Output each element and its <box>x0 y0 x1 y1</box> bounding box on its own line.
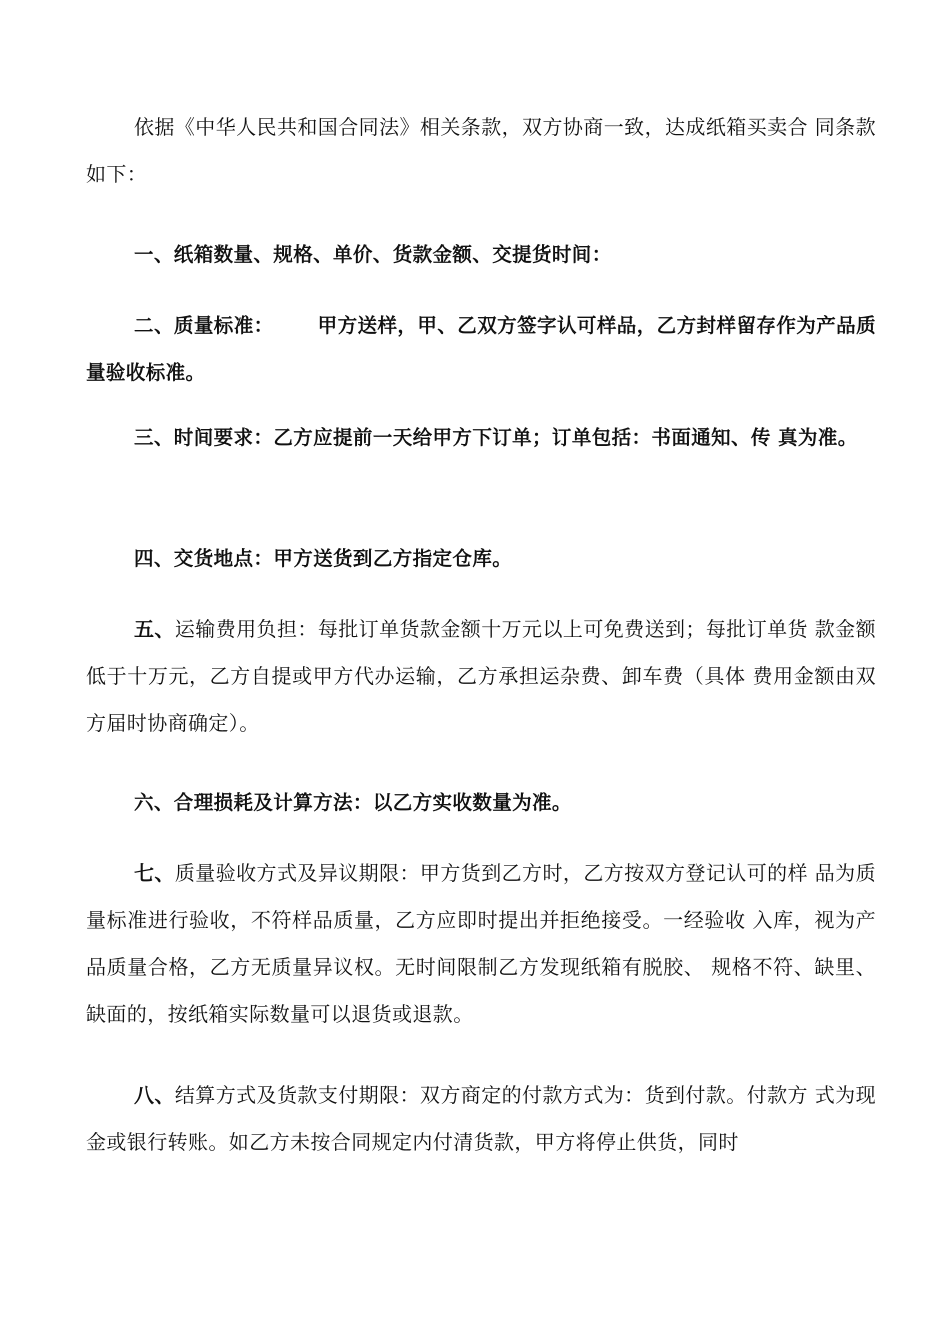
clause-5-body: 运输费用负担：每批订单货款金额十万元以上可免费送到；每批订单货 款金额低于十万元，乙方自提或甲方代办运输，乙方承担运杂费、卸车费（具体 费用金额由双方届时协商确定）。 <box>86 617 876 735</box>
clause-7 <box>86 850 876 1038</box>
clause-3-body: 乙方应提前一天给甲方下订单；订单包括：书面通知、传 真为准。 <box>273 426 858 449</box>
clause-6-heading: 六、合理损耗及计算方法： <box>134 791 373 814</box>
clause-3-heading: 三、时间要求： <box>134 426 274 449</box>
clause-6-body: 以乙方实收数量为准。 <box>372 791 572 814</box>
clause-1-heading: 一、纸箱数量、规格、单价、货款金额、交提货时间： <box>134 243 612 266</box>
clause-2-body: 甲方送样，甲、乙双方签字认可样品，乙方封样留存作为产品质量验收标准。 <box>86 314 876 384</box>
clause-7-body: 质量验收方式及异议期限：甲方货到乙方时，乙方按双方登记认可的样 品为质量标准进行验收，不符样品质量，乙方应即时提出并拒绝接受。一经验收 入库，视为产品质量合格，乙方无质量异议权。无时间限制乙方发现纸箱有脱胶、 规格不符、缺里、缺面的，按纸箱实际数量可以退货或退款。 <box>86 861 876 1026</box>
clause-4 <box>86 535 876 582</box>
clause-5 <box>86 606 876 747</box>
contract-intro: 依据《中华人民共和国合同法》相关条款，双方协商一致，达成纸箱买卖合 同条款如下： <box>86 115 876 186</box>
clause-1 <box>86 231 876 278</box>
clause-8-body: 结算方式及货款支付期限：双方商定的付款方式为：货到付款。付款方 式为现金或银行转账。如乙方未按合同规定内付清货款，甲方将停止供货，同时 <box>86 1083 876 1154</box>
clause-8-heading: 八、 <box>134 1083 175 1107</box>
clause-4-body: 甲方送货到乙方指定仓库。 <box>273 547 513 570</box>
clause-3 <box>86 414 876 461</box>
clause-8 <box>86 1072 876 1166</box>
clause-2 <box>86 302 876 396</box>
clause-5-heading: 五、 <box>134 617 175 641</box>
clause-2-heading: 二、质量标准： <box>134 314 274 337</box>
clause-7-heading: 七、 <box>134 861 175 885</box>
clause-4-heading: 四、交货地点： <box>134 547 274 570</box>
clause-6 <box>86 779 876 826</box>
